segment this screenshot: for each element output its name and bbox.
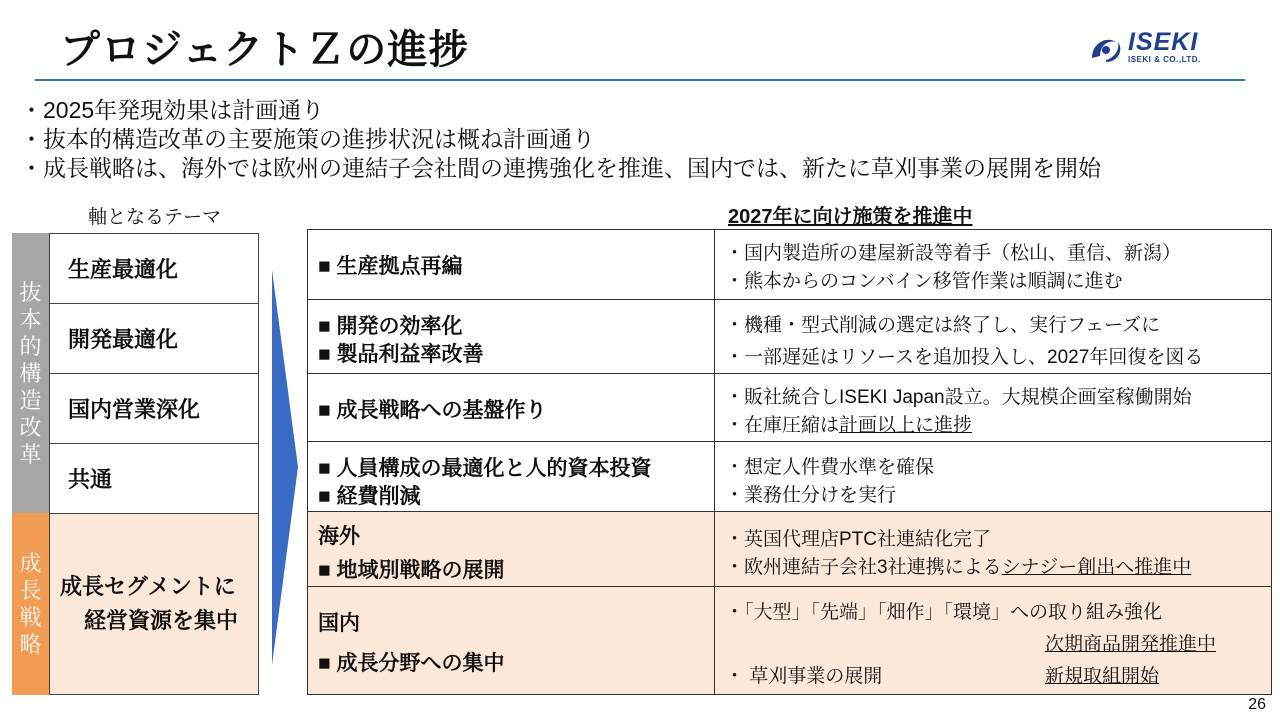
measure-cell: [308, 374, 715, 441]
iseki-logo: [1086, 28, 1226, 68]
status-text: ・業務仕分けを実行: [725, 485, 897, 506]
table-row: [308, 374, 1271, 442]
theme-cell: [49, 373, 259, 444]
table-row: [308, 442, 1271, 512]
status-text: ・一部遅延はリソースを追加投入し、2027年回復を図る: [725, 347, 1204, 368]
measure-item: ■ 人員構成の最適化と人的資本投資: [318, 457, 652, 480]
status-cell: [715, 512, 1271, 586]
status-text-underlined: シナジー創出へ推進中: [1001, 557, 1192, 578]
measure-item: ■ 経費削減: [318, 485, 421, 508]
status-cell: [715, 442, 1271, 511]
status-text: ・熊本からのコンバイン移管作業は順調に進む: [725, 271, 1123, 292]
measure-cell: [308, 230, 715, 299]
status-text-underlined: 計画以上に進捗: [839, 415, 973, 436]
reform-char: 構: [19, 360, 42, 386]
reform-group-label: [12, 233, 49, 513]
theme-label: 生産最適化: [68, 257, 179, 282]
measure-item: ■ 地域別戦略の展開: [318, 559, 505, 582]
measure-item: ■ 生産拠点再編: [318, 255, 463, 278]
page-number: 26: [1248, 696, 1266, 713]
theme-label: 開発最適化: [68, 327, 179, 352]
region-heading: 海外: [318, 525, 360, 548]
reform-char: 改: [19, 414, 42, 440]
summary-bullet: ・成長戦略は、海外では欧州の連結子会社間の連携強化を推進、国内では、新たに草刈事業の展開を開始: [20, 155, 1101, 181]
table-row: [308, 300, 1271, 374]
theme-cell: [49, 443, 259, 514]
title-underline: [35, 79, 1245, 81]
status-cell: [715, 230, 1271, 299]
theme-label: 国内営業深化: [68, 397, 201, 422]
measure-cell: [308, 587, 715, 694]
status-text-plain: ・在庫圧縮は: [725, 415, 840, 436]
measures-table: [307, 229, 1272, 695]
measure-item: ■ 製品利益率改善: [318, 343, 484, 366]
status-cell: [715, 374, 1271, 441]
status-text: ・ 草刈事業の展開: [725, 666, 883, 687]
growth-group-label: [12, 513, 49, 695]
left-caption: 軸となるテーマ: [88, 207, 222, 228]
growth-char: 成: [19, 551, 42, 576]
measure-cell: [308, 442, 715, 511]
reform-char: 造: [19, 387, 42, 413]
status-text: ・国内製造所の建屋新設等着手（松山、重信、新潟）: [725, 243, 1182, 264]
status-text: [725, 552, 1191, 579]
status-text: ・英国代理店PTC社連結化完了: [725, 529, 992, 550]
status-cell: [715, 587, 1271, 694]
summary-bullets: [20, 96, 1101, 183]
reform-char: 本: [19, 306, 42, 332]
page-title: プロジェクトＺの進捗: [60, 28, 470, 72]
table-row: [308, 230, 1271, 300]
right-caption: 2027年に向け施策を推進中: [728, 206, 973, 228]
reform-char: 抜: [19, 279, 42, 305]
growth-char: 長: [19, 578, 42, 603]
summary-bullet: ・2025年発現効果は計画通り: [20, 97, 325, 123]
growth-theme-cell: [49, 513, 259, 695]
reform-char: 革: [19, 441, 42, 467]
status-text: ・想定人件費水準を確保: [725, 457, 935, 478]
measure-cell: [308, 512, 715, 586]
theme-label: 共通: [68, 467, 113, 492]
status-text: [725, 410, 972, 437]
logo-name: ISEKI: [1128, 28, 1199, 56]
table-row: [308, 512, 1271, 587]
table-row: [308, 587, 1271, 694]
theme-cell: [49, 233, 259, 304]
measure-item: ■ 開発の効率化: [318, 315, 463, 338]
status-text: ・「大型」「先端」「畑作」「環境」への取り組み強化: [725, 602, 1163, 623]
growth-char: 戦: [19, 605, 42, 630]
region-heading: 国内: [318, 612, 360, 635]
growth-char: 略: [19, 632, 42, 657]
reform-char: 的: [19, 333, 42, 359]
growth-theme-line: 成長セグメントに: [60, 574, 236, 599]
measure-item: ■ 成長戦略への基盤作り: [318, 399, 547, 422]
status-text: ・販社統合しISEKI Japan設立。大規模企画室稼働開始: [725, 387, 1192, 408]
logo-subtitle: ISEKI & CO.,LTD.: [1128, 55, 1201, 64]
summary-bullet: ・抜本的構造改革の主要施策の進捗状況は概ね計画通り: [20, 126, 595, 152]
progress-arrow: [270, 270, 298, 665]
measure-item: ■ 成長分野への集中: [318, 652, 505, 675]
growth-theme-line: 経営資源を集中: [84, 608, 239, 633]
status-text: ・機種・型式削減の選定は終了し、実行フェーズに: [725, 315, 1161, 336]
iseki-logo-icon: [1086, 28, 1126, 68]
status-text-underlined: 新規取組開始: [1045, 666, 1160, 687]
theme-cell: [49, 303, 259, 374]
status-text-underlined: 次期商品開発推進中: [1045, 634, 1217, 655]
status-cell: [715, 300, 1271, 373]
status-text-plain: ・欧州連結子会社3社連携による: [725, 557, 1002, 578]
measure-cell: [308, 300, 715, 373]
